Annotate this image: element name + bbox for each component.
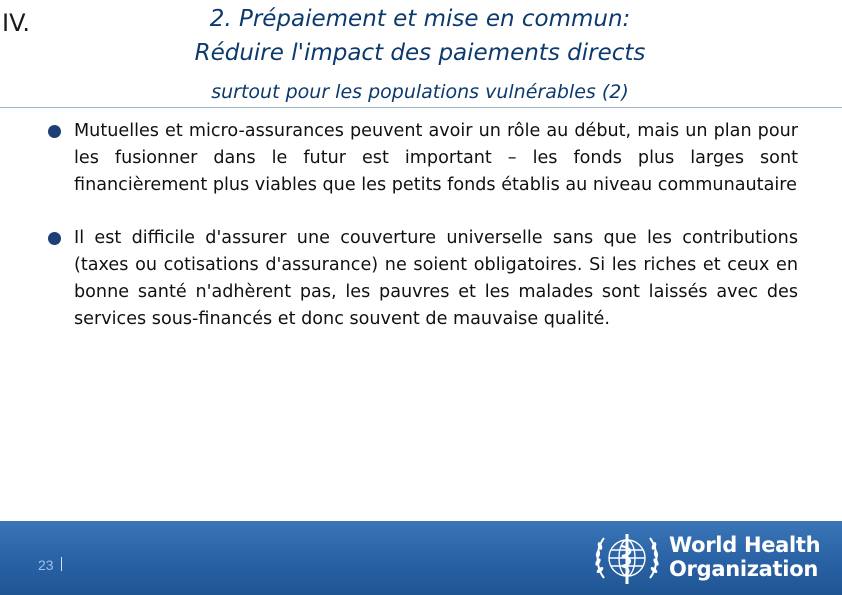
section-number: IV. (2, 9, 31, 37)
who-emblem-icon (592, 526, 662, 590)
subtitle: surtout pour les populations vulnérables (2) (211, 81, 629, 103)
bullet-item (74, 118, 798, 199)
bullet-dot-icon (48, 232, 61, 245)
bullet-item (74, 225, 798, 333)
bullet-list (74, 118, 798, 359)
header-divider (0, 107, 842, 108)
bullet-text: Mutuelles et micro-assurances peuvent avoir un rôle au début, mais un plan pour les fusionner dans le futur est important – les fonds plus larges sont financièrement plus viables que les petits fonds établis au niveau communautaire (74, 121, 798, 195)
org-name-line-2: Organization (669, 557, 818, 581)
title-line-2: Réduire l'impact des paiements directs (194, 40, 646, 66)
bullet-dot-icon (48, 125, 61, 138)
footer-bar (0, 521, 842, 595)
title-line-1: 2. Prépaiement et mise en commun: (209, 6, 631, 32)
page-number: 23 (38, 557, 54, 573)
page-number-separator (61, 557, 62, 571)
org-name-line-1: World Health (669, 533, 821, 557)
bullet-text: Il est difficile d'assurer une couverture universelle sans que les contributions (taxes ou cotisations d'assurance) ne soient obligatoires. Si les riches et ceux en bonne santé n'adhèrent pas, les pauvres et les malades sont laissés avec des services sous-financés et donc souvent de mauvaise qualité. (74, 228, 798, 329)
organization-name (669, 533, 820, 581)
